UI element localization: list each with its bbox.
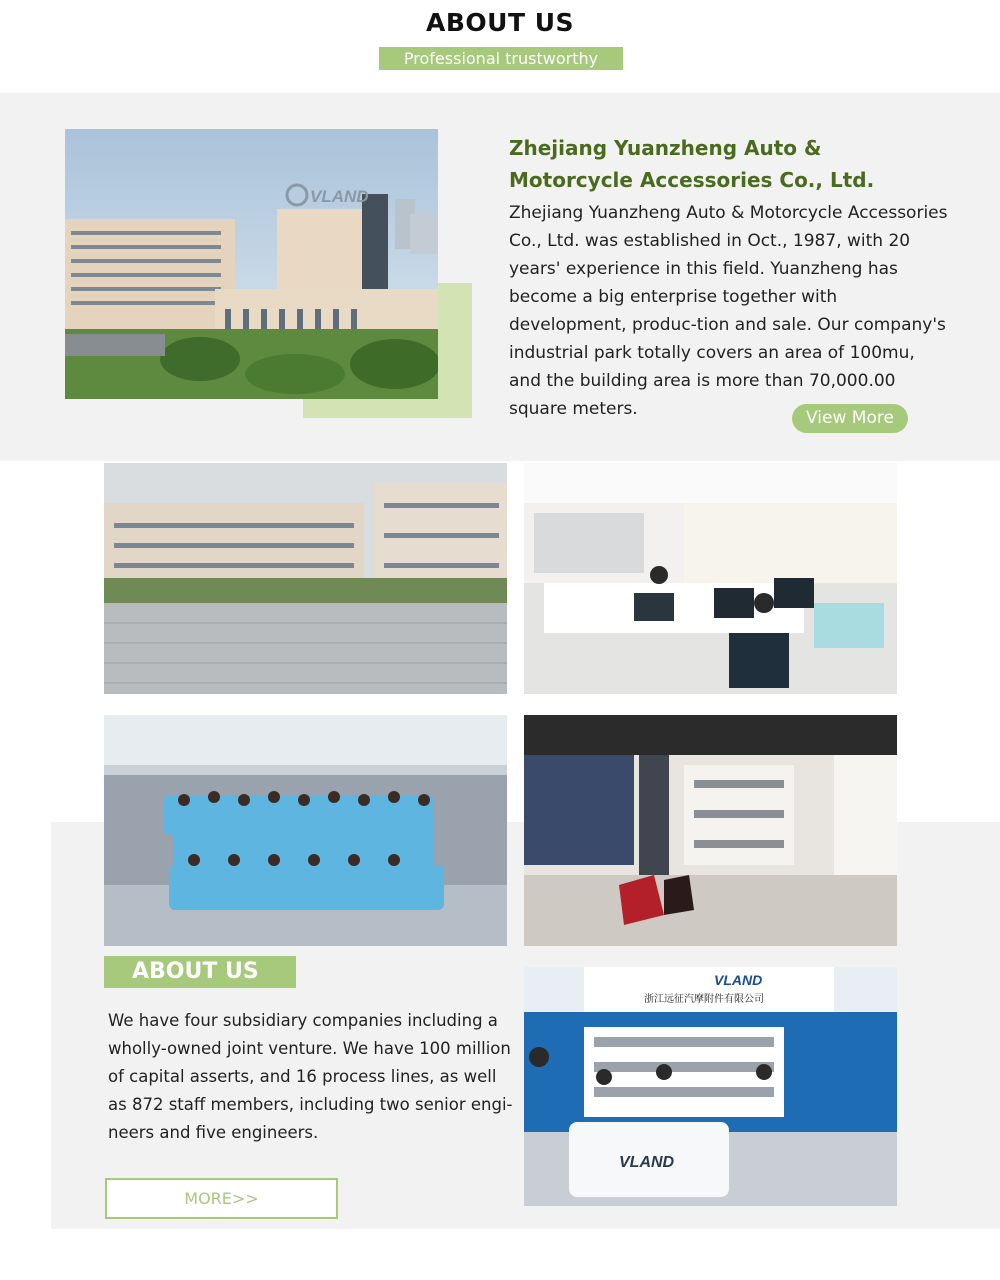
about-us-heading: ABOUT US bbox=[104, 956, 296, 988]
svg-text:VLAND: VLAND bbox=[310, 187, 369, 206]
svg-text:浙江远征汽摩附件有限公司: 浙江远征汽摩附件有限公司 bbox=[644, 994, 764, 1005]
company-name: Zhejiang Yuanzheng Auto & Motorcycle Accessories Co., Ltd. bbox=[509, 136, 875, 192]
exhibition-booth-photo bbox=[524, 967, 897, 1206]
more-button[interactable]: MORE>> bbox=[105, 1178, 338, 1219]
svg-text:VLAND: VLAND bbox=[714, 972, 763, 988]
company-building-photo bbox=[65, 129, 438, 399]
factory-exterior-photo bbox=[104, 463, 507, 694]
svg-text:VLAND: VLAND bbox=[619, 1154, 675, 1171]
team-photo bbox=[104, 715, 507, 946]
showroom-photo bbox=[524, 715, 897, 946]
company-description: Zhejiang Yuanzheng Auto & Motorcycle Accessories Co., Ltd. was established in Oct., 1987, with 20 years' experience in this field. Yuanzheng has become a big enterprise together with development, produc-tion and sale. Our company's industrial park totally covers an area of 100mu, and the building area is more than 70,000.00 square meters. bbox=[509, 203, 948, 419]
page-subtitle: Professional trustworthy bbox=[379, 47, 623, 70]
about-us-description: We have four subsidiary companies including a wholly-owned joint venture. We have 100 million of capital asserts, and 16 process lines, as well as 872 staff members, including two senior engi-neers and five engineers. bbox=[108, 1011, 513, 1142]
page-title: ABOUT US bbox=[425, 8, 575, 37]
view-more-button[interactable]: View More bbox=[792, 404, 908, 433]
office-photo bbox=[524, 463, 897, 694]
